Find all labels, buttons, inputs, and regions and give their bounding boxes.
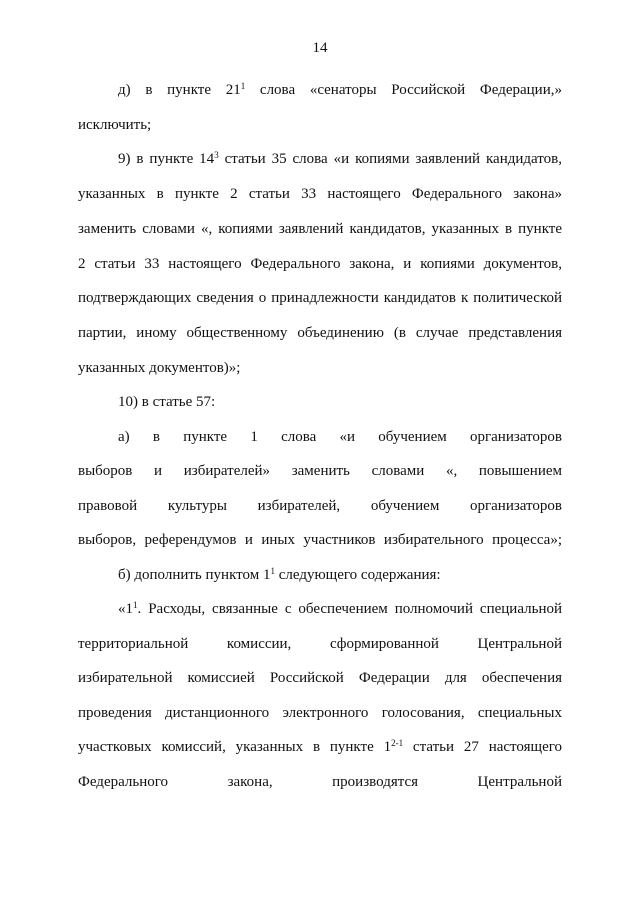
text-line: заменить словами «, копиями заявлений кандидатов, указанных в пункте: [78, 221, 562, 237]
text-line: «$1^1$. Расходы, связанные с обеспечением полномочий специальной: [118, 600, 562, 617]
text-line: д) в пункте $21^1$ слова «сенаторы Российской Федерации,»: [118, 81, 562, 98]
text-line: 2 статьи 33 настоящего Федерального закона, и копиями документов,: [78, 256, 562, 272]
text-line: а) в пункте 1 слова «и обучением организаторов: [118, 429, 562, 445]
text-line: 10) в статье 57:: [118, 394, 216, 410]
text-line: партии, иному общественному объединению (в случае представления: [78, 325, 562, 341]
text-line: территориальной комиссии, сформированной Центральной: [78, 636, 562, 652]
text-line: указанных документов)»;: [78, 360, 241, 376]
text-line: выборов и избирателей» заменить словами «, повышением: [78, 463, 562, 479]
text-line: Федерального закона, производятся Центральной: [78, 774, 562, 790]
text-line: 9) в пункте $14^3$ статьи 35 слова «и копиями заявлений кандидатов,: [118, 150, 562, 167]
text-line: б) дополнить пунктом $1^1$ следующего содержания:: [118, 566, 441, 583]
text-line: избирательной комиссией Российской Федерации для обеспечения: [78, 670, 562, 686]
text-line: подтверждающих сведения о принадлежности кандидатов к политической: [78, 290, 562, 306]
text-line: исключить;: [78, 117, 152, 133]
text-line: участковых комиссий, указанных в пункте 1$^{2-1}$ статьи 27 настоящего: [78, 738, 562, 755]
text-line: проведения дистанционного электронного голосования, специальных: [78, 705, 562, 721]
text-line: выборов, референдумов и иных участников избирательного процесса»;: [78, 532, 562, 548]
page-number: 14: [312, 40, 328, 56]
text-line: правовой культуры избирателей, обучением организаторов: [78, 498, 562, 514]
text-line: указанных в пункте 2 статьи 33 настоящего Федерального закона»: [78, 186, 562, 202]
